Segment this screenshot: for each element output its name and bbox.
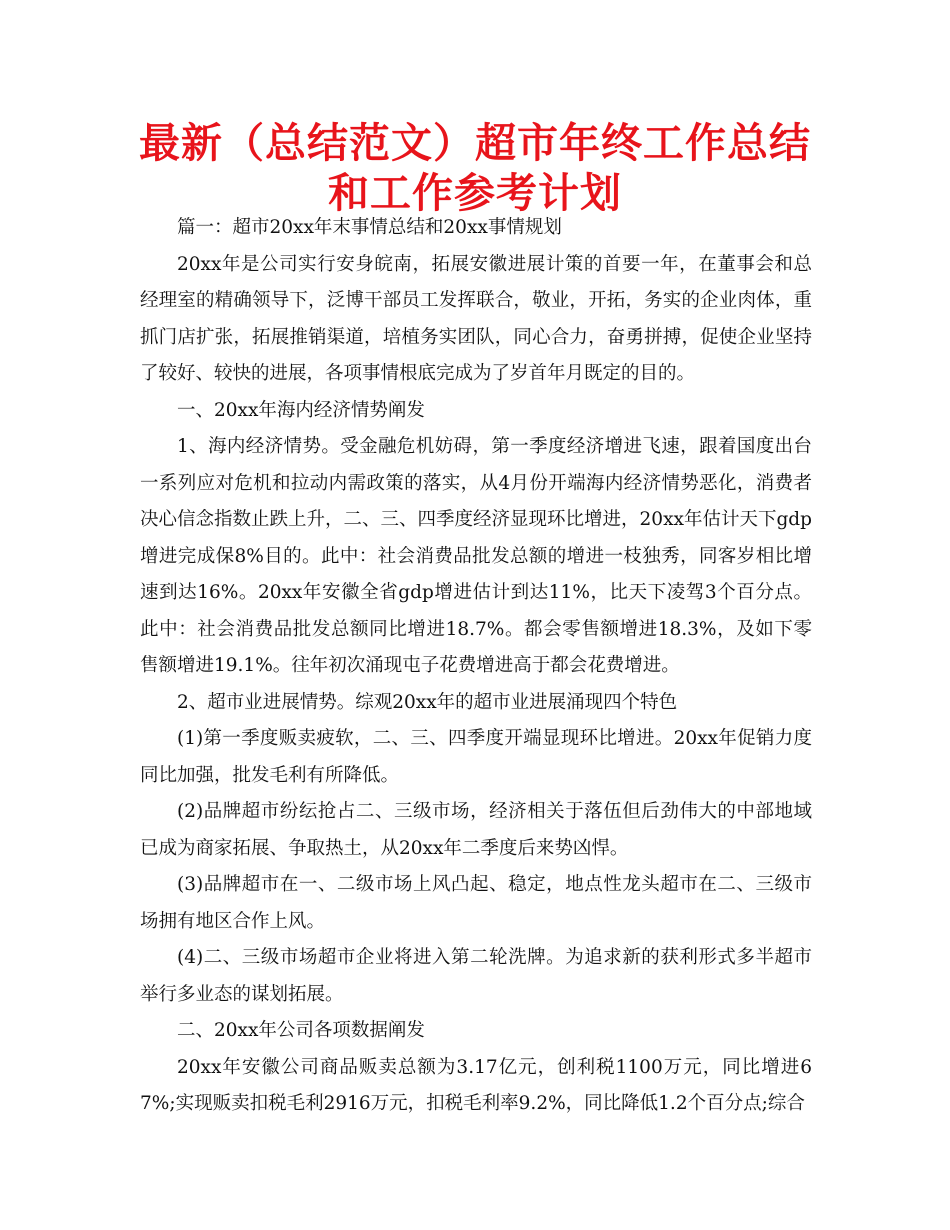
section-heading: 二、20xx年公司各项数据阐发	[177, 1020, 425, 1041]
paragraph: (3)品牌超市在一、二级市场上风凸起、稳定，地点性龙头超市在二、三级市场拥有地区合作上风。	[140, 874, 812, 932]
paragraph: (1)第一季度贩卖疲软，二、三、四季度开端显现环比增进。20xx年促销力度同比加强，批发毛利有所降低。	[140, 728, 812, 786]
paragraph: 1、海内经济情势。受金融危机妨碍，第一季度经济增进飞速，跟着国度出台一系列应对危机和拉动内需政策的落实，从4月份开端海内经济情势恶化，消费者决心信念指数止跌上升，二、三、四季度经济显现环比增进，20xx年估计天下gdp增进完成保8%目的。此中：社会消费品批发总额的增进一枝独秀，同客岁相比增速到达16%。20xx年安徽全省gdp增进估计到达11%，比天下凌驾3个百分点。此中：社会消费品批发总额同比增进18.7%。都会零售额增进18.3%，及如下零售额增进19.1%。往年初次涌现屯子花费增进高于都会花费增进。	[140, 436, 812, 676]
document-title: 最新（总结范文）超市年终工作总结和工作参考计划	[139, 119, 811, 217]
paragraph: 20xx年安徽公司商品贩卖总额为3.17亿元，创利税1100万元，同比增进67%;实现贩卖扣税毛利2916万元，扣税毛利率9.2%，同比降低1.2个百分点;综合	[140, 1056, 812, 1114]
section-heading: 一、20xx年海内经济情势阐发	[177, 399, 425, 421]
section-heading: 篇一：超市20xx年末事情总结和20xx事情规划	[177, 217, 562, 238]
paragraph: (4)二、三级市场超市企业将进入第二轮洗牌。为追求新的获利形式多半超市举行多业态的谋划拓展。	[140, 947, 812, 1005]
paragraph: 2、超市业进展情势。综观20xx年的超市业进展涌现四个特色	[177, 691, 678, 713]
document-body	[140, 210, 812, 1123]
paragraph: 20xx年是公司实行安身皖南，拓展安徽进展计策的首要一年，在董事会和总经理室的精确领导下，泛博干部员工发挥联合，敬业，开拓，务实的企业肉体，重抓门店扩张，拓展推销渠道，培植务实团队，同心合力，奋勇拼搏，促使企业坚持了较好、较快的进展，各项事情根底完成为了岁首年月既定的目的。	[140, 253, 812, 384]
paragraph: (2)品牌超市纷纭抢占二、三级市场，经济相关于落伍但后劲伟大的中部地域已成为商家拓展、争取热土，从20xx年二季度后来势凶悍。	[140, 801, 812, 859]
